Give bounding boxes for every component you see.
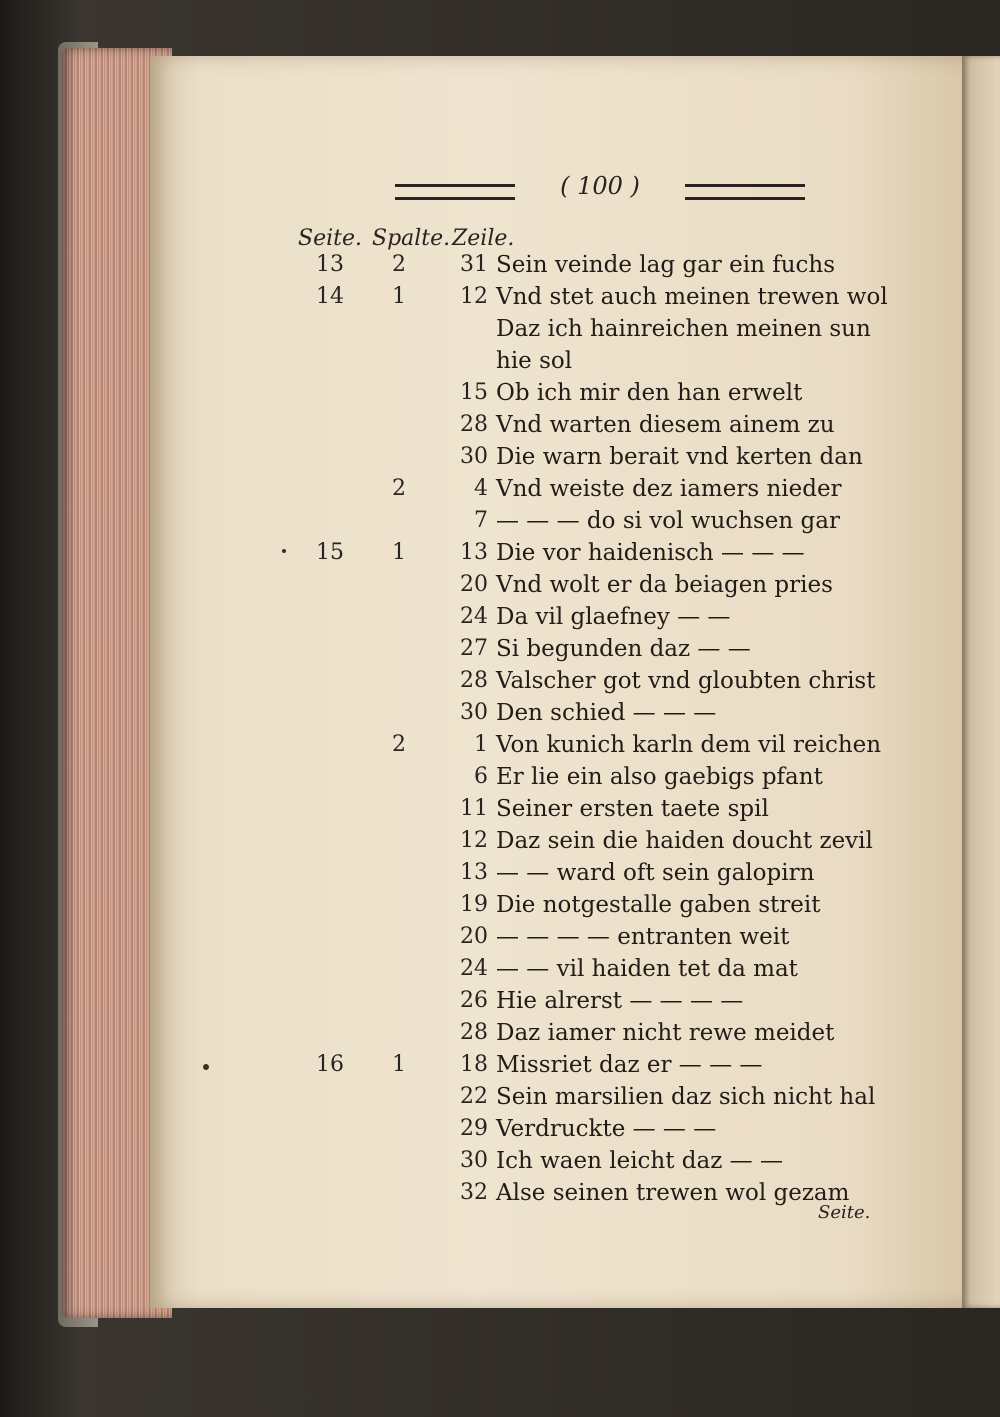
errata-row	[0, 828, 1000, 860]
row-text: Sein veinde lag gar ein fuchs	[496, 252, 836, 278]
row-text: Da vil glaefney — —	[496, 604, 731, 630]
row-text: Sein marsilien daz sich nicht hal	[496, 1084, 876, 1110]
row-text: — — — do si vol wuchsen gar	[496, 508, 840, 534]
row-text: Vnd stet auch meinen trewen wol	[496, 284, 888, 310]
row-zeile: 30	[460, 1148, 488, 1173]
row-text: Den schied — — —	[496, 700, 717, 726]
row-zeile: 20	[460, 924, 488, 949]
row-text: Er lie ein also gaebigs pfant	[496, 764, 823, 790]
row-zeile: 6	[474, 764, 488, 789]
errata-row	[0, 1052, 1000, 1084]
errata-row	[0, 668, 1000, 700]
row-zeile: 12	[460, 828, 488, 853]
errata-row	[0, 444, 1000, 476]
row-zeile: 24	[460, 956, 488, 981]
row-zeile: 19	[460, 892, 488, 917]
errata-row	[0, 956, 1000, 988]
row-zeile: 29	[460, 1116, 488, 1141]
errata-row	[0, 764, 1000, 796]
margin-mark	[203, 1064, 209, 1070]
errata-row	[0, 1020, 1000, 1052]
errata-row	[0, 604, 1000, 636]
errata-row	[0, 732, 1000, 764]
row-text: Alse seinen trewen wol gezam	[496, 1180, 850, 1206]
errata-row	[0, 572, 1000, 604]
row-text: Vnd weiste dez iamers nieder	[496, 476, 842, 502]
row-spalte: 1	[392, 540, 406, 565]
errata-row	[0, 892, 1000, 924]
row-text: Die notgestalle gaben streit	[496, 892, 821, 918]
row-text: Valscher got vnd gloubten christ	[496, 668, 876, 694]
errata-row	[0, 700, 1000, 732]
errata-row	[0, 412, 1000, 444]
row-zeile: 1	[474, 732, 488, 757]
errata-row	[0, 348, 1000, 380]
row-zeile: 31	[460, 252, 488, 277]
row-text: hie sol	[496, 348, 573, 374]
header-rule-right	[685, 184, 805, 200]
errata-row	[0, 796, 1000, 828]
row-text: Si begunden daz — —	[496, 636, 751, 662]
errata-row	[0, 924, 1000, 956]
row-zeile: 26	[460, 988, 488, 1013]
errata-row	[0, 860, 1000, 892]
header-rule-left	[395, 184, 515, 200]
row-seite: 16	[316, 1052, 344, 1077]
row-text: Die warn berait vnd kerten dan	[496, 444, 863, 470]
row-zeile: 18	[460, 1052, 488, 1077]
row-text: Missriet daz er — — —	[496, 1052, 763, 1078]
row-zeile: 32	[460, 1180, 488, 1205]
page-header	[0, 168, 1000, 208]
row-text: Von kunich karln dem vil reichen	[496, 732, 882, 758]
row-text: Daz ich hainreichen meinen sun	[496, 316, 871, 342]
errata-row	[0, 380, 1000, 412]
row-text: Daz iamer nicht rewe meidet	[496, 1020, 835, 1046]
row-text: — — — — entranten weit	[496, 924, 790, 950]
row-text: — — vil haiden tet da mat	[496, 956, 798, 982]
column-header-zeile: Zeile.	[452, 226, 515, 251]
catchword: Seite.	[818, 1202, 871, 1223]
row-zeile: 24	[460, 604, 488, 629]
row-seite: 13	[316, 252, 344, 277]
row-zeile: 20	[460, 572, 488, 597]
row-zeile: 30	[460, 444, 488, 469]
errata-row	[0, 988, 1000, 1020]
row-spalte: 2	[392, 252, 406, 277]
errata-row	[0, 1116, 1000, 1148]
row-zeile: 4	[474, 476, 488, 501]
row-zeile: 13	[460, 860, 488, 885]
row-zeile: 28	[460, 412, 488, 437]
row-text: Verdruckte — — —	[496, 1116, 717, 1142]
row-spalte: 1	[392, 284, 406, 309]
row-zeile: 30	[460, 700, 488, 725]
column-header-spalte: Spalte.	[372, 226, 451, 251]
row-spalte: 1	[392, 1052, 406, 1077]
row-text: Daz sein die haiden doucht zevil	[496, 828, 873, 854]
row-zeile: 22	[460, 1084, 488, 1109]
row-text: Ob ich mir den han erwelt	[496, 380, 803, 406]
row-zeile: 13	[460, 540, 488, 565]
row-zeile: 15	[460, 380, 488, 405]
row-zeile: 27	[460, 636, 488, 661]
row-zeile: 12	[460, 284, 488, 309]
row-spalte: 2	[392, 476, 406, 501]
row-text: Vnd warten diesem ainem zu	[496, 412, 835, 438]
errata-row	[0, 252, 1000, 284]
page-number: ( 100 )	[560, 172, 640, 200]
row-zeile: 28	[460, 668, 488, 693]
row-text: Vnd wolt er da beiagen pries	[496, 572, 833, 598]
errata-row	[0, 316, 1000, 348]
errata-row	[0, 508, 1000, 540]
errata-row	[0, 636, 1000, 668]
row-text: Die vor haidenisch — — —	[496, 540, 805, 566]
errata-row	[0, 540, 1000, 572]
errata-row	[0, 284, 1000, 316]
row-seite: 14	[316, 284, 344, 309]
row-seite: 15	[316, 540, 344, 565]
row-zeile: 7	[474, 508, 488, 533]
row-zeile: 28	[460, 1020, 488, 1045]
row-zeile: 11	[460, 796, 488, 821]
errata-row	[0, 1148, 1000, 1180]
margin-mark	[282, 549, 286, 553]
row-spalte: 2	[392, 732, 406, 757]
errata-row	[0, 476, 1000, 508]
errata-row	[0, 1084, 1000, 1116]
column-header-seite: Seite.	[298, 226, 362, 251]
row-text: Ich waen leicht daz — —	[496, 1148, 783, 1174]
row-text: Hie alrerst — — — —	[496, 988, 744, 1014]
row-text: — — ward oft sein galopirn	[496, 860, 815, 886]
row-text: Seiner ersten taete spil	[496, 796, 769, 822]
